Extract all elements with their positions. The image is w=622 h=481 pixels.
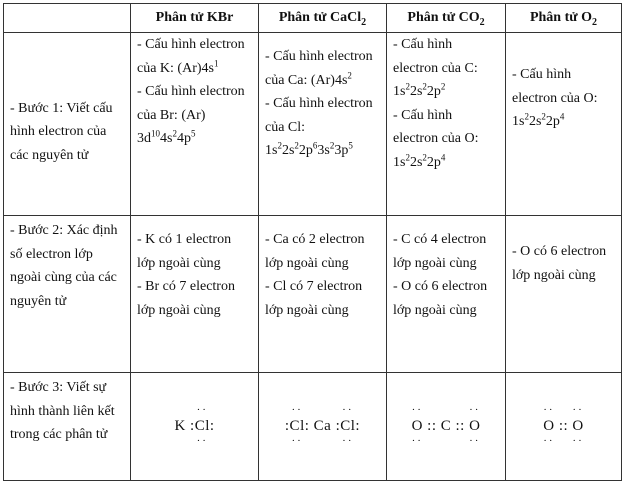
header-row — [4, 4, 622, 33]
k-valence: - K có 1 electron lớp ngoài cùng — [137, 232, 232, 271]
cacl2-config-cell — [259, 33, 387, 216]
o2-valence-cell — [506, 216, 622, 373]
cl-valence: - Cl có 7 electron lớp ngoài cùng — [265, 279, 363, 318]
header-o2-label: Phân tử $O_2$ — [529, 10, 598, 28]
c-config: - Cấu hình electron của C: $1s^22s^22p^2$ — [393, 37, 478, 99]
k-config: - Cấu hình electron của K: $(Ar)4s^1$ — [137, 37, 245, 76]
kbr-lewis-structure: K :Cl: ·· ·· — [174, 403, 215, 448]
o-valence-co2: - O có 6 electron lớp ngoài cùng — [393, 279, 488, 318]
header-o2 — [506, 4, 622, 33]
header-kbr — [131, 4, 259, 33]
ca-valence: - Ca có 2 electron lớp ngoài cùng — [265, 232, 365, 271]
cacl2-lewis-structure: :Cl: ·· ·· Ca :Cl: ·· ·· — [284, 403, 361, 448]
br-config: - Cấu hình electron của Br: (Ar) $3d^{10}4s^24p^5$ — [137, 84, 245, 146]
table-row — [4, 216, 622, 373]
step-2-label: - Bước 2: Xác định số electron lớp ngoài cùng của các nguyên tử — [4, 216, 131, 373]
br-valence: - Br có 7 electron lớp ngoài cùng — [137, 279, 235, 318]
cacl2-valence-cell — [259, 216, 387, 373]
step-1-label: - Bước 1: Viết cấu hình electron của các nguyên tử — [4, 33, 131, 216]
table-row — [4, 373, 622, 481]
kbr-lewis — [131, 373, 259, 481]
o2-config-cell — [506, 33, 622, 216]
header-co2-label: Phân tử $CO_2$ — [407, 10, 485, 28]
header-cacl2 — [259, 4, 387, 33]
header-empty — [4, 4, 131, 33]
cl-config: - Cấu hình electron của Cl: $1s^22s^22p^63s^23p^5$ — [265, 96, 373, 158]
cacl2-lewis — [259, 373, 387, 481]
table-row — [4, 33, 622, 216]
kbr-valence-cell — [131, 216, 259, 373]
o2-lewis-structure: O ·· ·· :: O ·· ·· — [543, 403, 584, 448]
c-valence: - C có 4 electron lớp ngoài cùng — [393, 232, 487, 271]
ca-config: - Cấu hình electron của Ca: $(Ar)4s^2$ — [265, 49, 373, 88]
co2-config-cell — [387, 33, 506, 216]
o-config-co2: - Cấu hình electron của O: $1s^22s^22p^4$ — [393, 107, 479, 170]
co2-valence-cell — [387, 216, 506, 373]
header-kbr-label: Phân tử KBr — [155, 10, 234, 25]
o-valence-o2: - O có 6 electron lớp ngoài cùng — [512, 244, 607, 283]
o2-lewis — [506, 373, 622, 481]
o-config-o2: - Cấu hình electron của O: $1s^22s^22p^4$ — [512, 67, 598, 129]
co2-lewis-structure: O ·· ·· :: C :: O ·· ·· — [411, 403, 481, 448]
kbr-config-cell — [131, 33, 259, 216]
step-3-label: - Bước 3: Viết sự hình thành liên kết trong các phân tử — [4, 373, 131, 481]
co2-lewis — [387, 373, 506, 481]
comparison-table — [3, 3, 622, 481]
header-cacl2-label: Phân tử CaCl$_2$ — [278, 10, 367, 28]
header-co2 — [387, 4, 506, 33]
